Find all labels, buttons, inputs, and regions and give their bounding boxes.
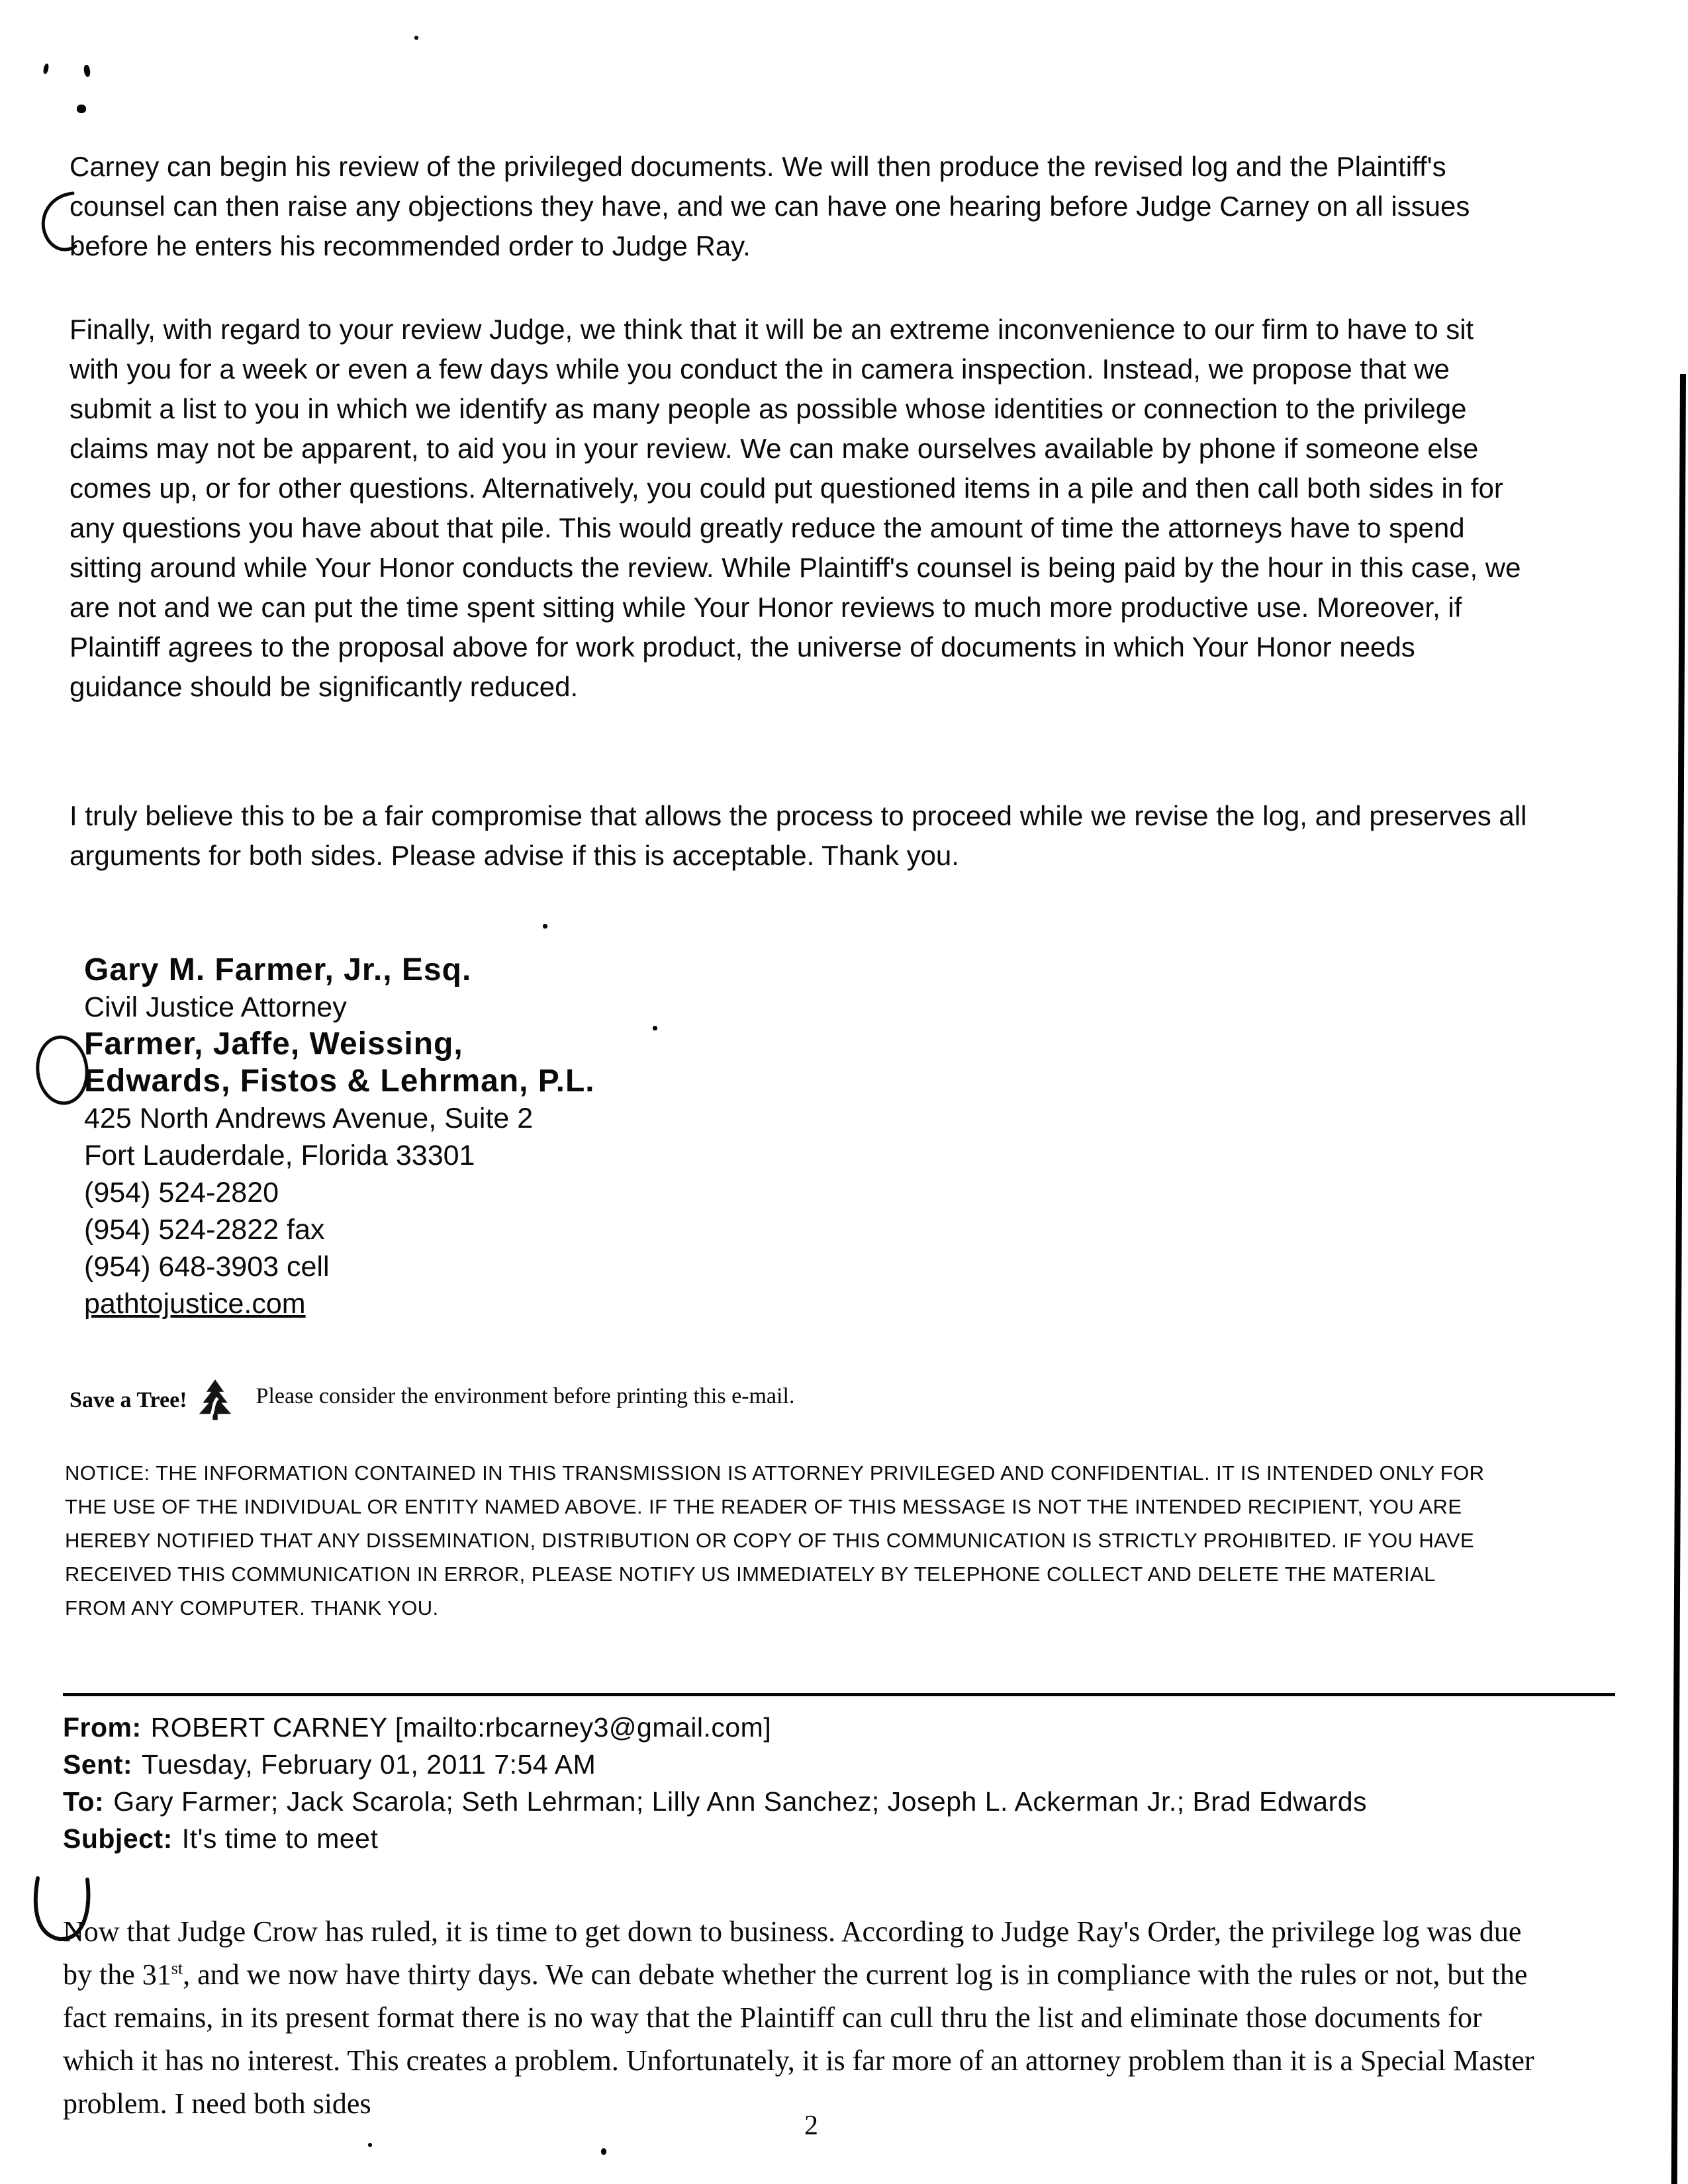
save-a-tree-line xyxy=(70,1371,794,1415)
email-body-paragraph-2: Finally, with regard to your review Judge, we think that it will be an extreme inconvenience to our firm to have to sit with you for a week or even a few days while you conduct the in camera inspection. Instead, we propose that we submit a list to you in which we identify as many people as possible whose identities or connection to the privilege claims may not be apparent, to aid you in your review. We can make ourselves available by phone if someone else comes up, or for other questions. Alternatively, you could put questioned items in a pile and then call both sides in for any questions you have about that pile. This would greatly reduce the amount of time the attorneys have to spend sitting around while Your Honor conducts the review. While Plaintiff's counsel is being paid by the hour in this case, we are not and we can put the time spent sitting while Your Honor reviews to much more productive use. Moreover, if Plaintiff agrees to the proposal above for work product, the universe of documents in which Your Honor needs guidance should be significantly reduced. xyxy=(70,314,1521,702)
scan-edge-artifact xyxy=(1671,374,1686,2184)
from-value: ROBERT CARNEY [mailto:rbcarney3@gmail.com] xyxy=(150,1712,772,1743)
signature-phone: (954) 524-2820 xyxy=(84,1177,279,1208)
header-subject-row xyxy=(63,1820,1367,1857)
signature-block xyxy=(84,952,595,1322)
email-body-paragraph-3: I truly believe this to be a fair compromise that allows the process to proceed while we revise the log, and preserves all arguments for both sides. Please advise if this is acceptable. Thank you. xyxy=(70,800,1527,871)
scan-speck xyxy=(543,924,547,929)
sent-label: Sent: xyxy=(63,1749,132,1780)
subject-value: It's time to meet xyxy=(181,1823,379,1854)
signature-fax: (954) 524-2822 fax xyxy=(84,1214,325,1246)
signature-address-line1: 425 North Andrews Avenue, Suite 2 xyxy=(84,1103,534,1134)
email-body-paragraph-1: Carney can begin his review of the privileged documents. We will then produce the revised log and the Plaintiff's counsel can then raise any objections they have, and we can have one hearing before Judge Carney on all issues before he enters his recommended order to Judge Ray. xyxy=(70,151,1470,261)
signature-address-line2: Fort Lauderdale, Florida 33301 xyxy=(84,1140,475,1171)
from-label: From: xyxy=(63,1712,142,1743)
header-from-row xyxy=(63,1709,1367,1746)
signature-title: Civil Justice Attorney xyxy=(84,991,347,1023)
to-label: To: xyxy=(63,1786,105,1817)
sent-value: Tuesday, February 01, 2011 7:54 AM xyxy=(142,1749,596,1780)
subject-label: Subject: xyxy=(63,1823,173,1854)
reply-text-part2: , and we now have thirty days. We can debate whether the current log is in compliance with the rules or not, but the fact remains, in its present format there is no way that the Plaintiff can cull thru the list and eliminate those documents for which it has no interest. This creates a problem. Unfortunately, it is far more of an attorney problem than it is a Special Master problem. I need both sides xyxy=(63,1958,1534,2120)
scan-speck xyxy=(83,64,91,77)
scan-speck xyxy=(601,2148,606,2155)
tree-icon xyxy=(197,1378,234,1422)
to-value: Gary Farmer; Jack Scarola; Seth Lehrman; Lilly Ann Sanchez; Joseph L. Ackerman Jr.; Brad Edwards xyxy=(113,1786,1368,1817)
save-a-tree-message: Please consider the environment before printing this e-mail. xyxy=(256,1384,795,1408)
quoted-email-header xyxy=(63,1709,1367,1857)
header-sent-row xyxy=(63,1746,1367,1783)
header-to-row xyxy=(63,1783,1367,1820)
scan-speck xyxy=(42,63,49,74)
reply-text-part1: Now that Judge Crow has ruled, it is time to get down to business. According to Judge Ray's Order, the privilege log was due by the 31 xyxy=(63,1915,1522,1991)
confidentiality-notice: NOTICE: THE INFORMATION CONTAINED IN THIS TRANSMISSION IS ATTORNEY PRIVILEGED AND CONFIDENTIAL. IT IS INTENDED ONLY FOR THE USE OF THE INDIVIDUAL OR ENTITY NAMED ABOVE. IF THE READER OF THIS MESSAGE IS NOT THE INTENDED RECIPIENT, YOU ARE HEREBY NOTIFIED THAT ANY DISSEMINATION, DISTRIBUTION OR COPY OF THIS COMMUNICATION IS STRICTLY PROHIBITED. IF YOU HAVE RECEIVED THIS COMMUNICATION IN ERROR, PLEASE NOTIFY US IMMEDIATELY BY TELEPHONE COLLECT AND DELETE THE MATERIAL FROM ANY COMPUTER. THANK YOU. xyxy=(65,1461,1485,1619)
signature-name: Gary M. Farmer, Jr., Esq. xyxy=(84,952,472,987)
section-divider-line xyxy=(63,1693,1615,1696)
scan-speck xyxy=(653,1026,657,1030)
quoted-reply-paragraph xyxy=(63,1910,1536,2125)
signature-firm-line2: Edwards, Fistos & Lehrman, P.L. xyxy=(84,1064,595,1099)
scan-speck xyxy=(368,2143,372,2147)
save-a-tree-label: Save a Tree! xyxy=(70,1388,187,1412)
signature-cell: (954) 648-3903 cell xyxy=(84,1251,330,1283)
signature-website-link: pathtojustice.com xyxy=(84,1288,306,1320)
signature-firm-line1: Farmer, Jaffe, Weissing, xyxy=(84,1026,463,1062)
scan-speck xyxy=(414,36,418,40)
scan-speck xyxy=(77,105,86,113)
page-number: 2 xyxy=(804,2111,818,2141)
reply-ordinal-superscript: st xyxy=(171,1958,183,1978)
